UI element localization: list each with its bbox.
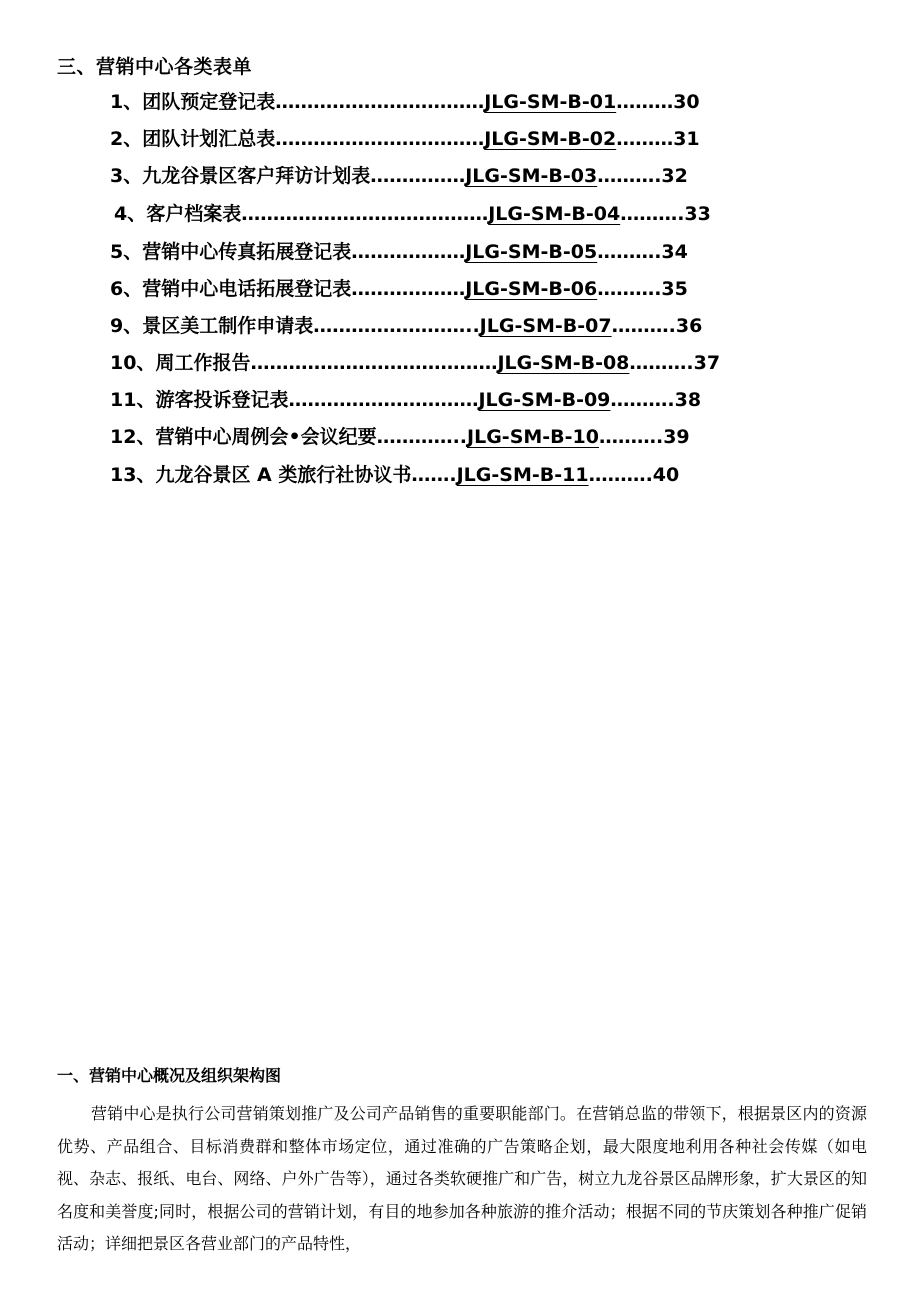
toc-entry-title: 9、景区美工制作申请表 (110, 315, 314, 337)
toc-entry[interactable] (110, 87, 700, 117)
toc-leader: ……………… (351, 241, 466, 263)
toc-entry-code[interactable]: JLG-SM-B-02 (484, 128, 617, 150)
toc-entry[interactable] (110, 237, 688, 267)
toc-entry[interactable] (110, 161, 688, 191)
toc-entry-title: 13、九龙谷景区 A 类旅行社协议书 (110, 464, 412, 486)
toc-entry-title: 3、九龙谷景区客户拜访计划表 (110, 165, 371, 187)
toc-leader: …………………….. (313, 315, 480, 337)
toc-leader: ………. (597, 278, 662, 300)
toc-entry-page: 34 (661, 241, 688, 263)
toc-entry[interactable] (110, 422, 690, 452)
toc-leader: ……… (616, 128, 674, 150)
toc-leader: ………. (620, 203, 685, 225)
toc-leader: ……… (616, 91, 674, 113)
toc-entry[interactable] (114, 199, 711, 229)
toc-leader: ………. (588, 464, 653, 486)
toc-entry-page: 37 (693, 352, 721, 374)
toc-entry-code[interactable]: JLG-SM-B-10 (467, 426, 599, 448)
overview-heading: 一、营销中心概况及组织架构图 (57, 1066, 282, 1085)
toc-entry[interactable] (110, 124, 700, 154)
toc-entry[interactable] (110, 311, 702, 341)
toc-leader: ……. (411, 464, 457, 486)
toc-entry-title: 11、游客投诉登记表 (110, 389, 289, 411)
toc-leader: ………………………… (288, 389, 479, 411)
toc-leader: ………. (597, 241, 662, 263)
toc-entry-code[interactable]: JLG-SM-B-06 (465, 278, 598, 300)
toc-entry-page: 35 (661, 278, 688, 300)
toc-entry-page: 32 (661, 165, 688, 187)
toc-leader: ………. (597, 165, 662, 187)
toc-entry-page: 40 (652, 464, 680, 486)
toc-entry-title: 1、团队预定登记表 (110, 91, 276, 113)
toc-entry-title: 4、客户档案表 (114, 203, 242, 225)
toc-leader: ………………………………… (250, 352, 498, 374)
toc-leader: …………… (370, 165, 466, 187)
toc-leader: ………. (611, 315, 676, 337)
toc-entry-page: 30 (673, 91, 700, 113)
toc-entry-code[interactable]: JLG-SM-B-01 (484, 91, 617, 113)
toc-leader: ………………………………… (241, 203, 489, 225)
toc-entry[interactable] (110, 274, 688, 304)
toc-entry-code[interactable]: JLG-SM-B-03 (465, 165, 598, 187)
toc-entry-code[interactable]: JLG-SM-B-08 (497, 352, 630, 374)
toc-entry-page: 36 (675, 315, 703, 337)
toc-entry[interactable] (110, 460, 679, 490)
toc-entry-code[interactable]: JLG-SM-B-04 (488, 203, 621, 225)
toc-entry[interactable] (110, 385, 701, 415)
toc-leader: ………. (629, 352, 694, 374)
toc-entry-page: 39 (663, 426, 690, 448)
toc-entry-code[interactable]: JLG-SM-B-07 (479, 315, 612, 337)
toc-entry[interactable] (110, 348, 720, 378)
toc-leader: ……………… (351, 278, 466, 300)
toc-leader: ………….. (376, 426, 468, 448)
toc-entry-title: 5、营销中心传真拓展登记表 (110, 241, 352, 263)
toc-entry-code[interactable]: JLG-SM-B-09 (478, 389, 611, 411)
toc-entry-code[interactable]: JLG-SM-B-05 (465, 241, 598, 263)
toc-entry-page: 33 (684, 203, 711, 225)
toc-entry-title: 12、营销中心周例会•会议纪要 (110, 426, 377, 448)
toc-entry-code[interactable]: JLG-SM-B-11 (456, 464, 589, 486)
toc-leader: …………………………… (275, 128, 485, 150)
toc-leader: ………. (598, 426, 664, 448)
toc-leader: …………………………… (275, 91, 485, 113)
toc-entry-title: 6、营销中心电话拓展登记表 (110, 278, 352, 300)
toc-entry-title: 10、周工作报告 (110, 352, 251, 374)
toc-entry-page: 38 (674, 389, 702, 411)
overview-paragraph: 营销中心是执行公司营销策划推广及公司产品销售的重要职能部门。在营销总监的带领下，根据景区内的资源优势、产品组合、目标消费群和整体市场定位，通过准确的广告策略企划，最大限度地利用各种社会传媒（如电视、杂志、报纸、电台、网络、户外广告等），通过各类软硬推广和广告，树立九龙谷景区品牌形象，扩大景区的知名度和美誉度;同时，根据公司的营销计划，有目的地参加各种旅游的推介活动；根据不同的节庆策划各种推广促销活动；详细把景区各营业部门的产品特性， (57, 1104, 867, 1253)
toc-entry-title: 2、团队计划汇总表 (110, 128, 276, 150)
section-heading: 三、营销中心各类表单 (57, 56, 253, 78)
toc-entry-page: 31 (673, 128, 700, 150)
toc-leader: ………. (610, 389, 675, 411)
